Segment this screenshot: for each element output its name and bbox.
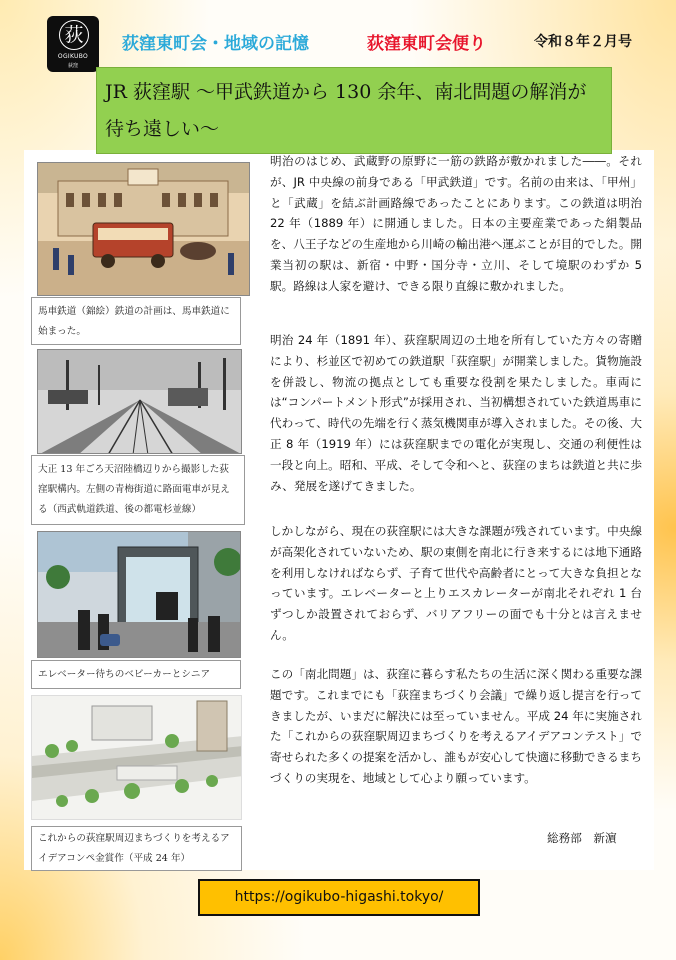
author-signature: 総務部 新濵 [547, 831, 617, 845]
old-station-illustration [38, 350, 242, 454]
article-title-box [96, 67, 612, 154]
logo-english: OGIKUBO [57, 53, 89, 60]
caption-redevelopment: これからの荻窪駅周辺まちづくりを考えるアイデアコンペ金賞作（平成 24 年） [31, 826, 242, 871]
ogikubo-logo [47, 16, 99, 72]
caption-elevator: エレベーター待ちのベビーカーとシニア [31, 660, 241, 689]
header-issue-date: 令和８年２月号 [534, 34, 632, 50]
elevator-illustration [38, 532, 241, 658]
horse-tram-illustration [38, 163, 250, 296]
header-newsletter-name: 荻窪東町会便り [367, 34, 486, 54]
logo-kanji: 荻 [59, 20, 89, 50]
logo-japanese: 荻窪 [67, 63, 78, 69]
photo-elevator [37, 531, 241, 658]
photo-horse-tram-print [37, 162, 250, 296]
photo-redevelopment-plan [31, 695, 242, 820]
photo-old-station [37, 349, 242, 454]
caption-horse-tram: 馬車鉄道（錦絵）鉄道の計画は、馬車鉄道に始まった。 [31, 297, 241, 345]
website-url-link[interactable]: https://ogikubo-higashi.tokyo/ [198, 879, 480, 916]
paragraph-3: しかしながら、現在の荻窪駅には大きな課題が残されています。中央線が高架化されていないため、駅の東側を南北に行き来するには地下通路を利用しなければならず、子育て世代や高齢者にとって大きな負担となっています。エレベーターと上りエスカレーターが南北それぞれ 1 台ずつしか設置されておらず、バリアフリーの面でも十分とは言えません。 [270, 524, 642, 642]
header-series-title: 荻窪東町会・地域の記憶 [122, 34, 309, 54]
caption-old-station: 大正 13 年ごろ天沼陸橋辺りから撮影した荻窪駅構内。左側の青梅街道に路面電車が見える（西武軌道鉄道、後の都電杉並線） [31, 455, 245, 525]
paragraph-4: この「南北問題」は、荻窪に暮らす私たちの生活に深く関わる重要な課題です。これまでにも「荻窪まちづくり会議」で繰り返し提言を行ってきましたが、いまだに解決には至っていません。平成 24 年に実施された「これからの荻窪駅周辺まちづくりを考えるアイデアコンテスト」で寄せられた多くの提案を活かし、誰もが安心して快適に移動できるまちづくりの実現を、地域として心より願っています。 [270, 667, 642, 785]
redevelopment-illustration [32, 696, 242, 820]
paragraph-2: 明治 24 年（1891 年）、荻窪駅周辺の土地を所有していた方々の寄贈により、杉並区で初めての鉄道駅「荻窪駅」が開業しました。貨物施設を併設し、物流の拠点としても重要な役割を果たしました。車両には“コンパートメント形式”が採用され、当初構想されていた鉄道馬車に代わって、時代の先端を行く蒸気機関車が導入されました。その後、大正 8 年（1919 年）には荻窪駅までの電化が実現し、交通の利便性は一段と向上。昭和、平成、そして令和へと、荻窪のまちは鉄道と共に歩み、発展を遂げてきました。 [270, 333, 642, 493]
article-title: JR 荻窪駅 〜甲武鉄道から 130 余年、南北問題の解消が待ち遠しい〜 [105, 81, 587, 140]
paragraph-1: 明治のはじめ、武蔵野の原野に一筋の鉄路が敷かれました――。それが、JR 中央線の前身である「甲武鉄道」です。名前の由来は、「甲州」と「武蔵」を結ぶ計画路線であったことにあります。この鉄道は明治 22 年（1889 年）に開通しました。日本の主要産業であった絹製品を、八王子などの生産地から川崎の輸出港へ運ぶことが目的でした。開業当初の駅は、新宿・中野・国分寺・立川、そして境駅のわずか 5 駅。路線は人家を避け、できる限り直線に敷かれました。 [270, 154, 642, 293]
